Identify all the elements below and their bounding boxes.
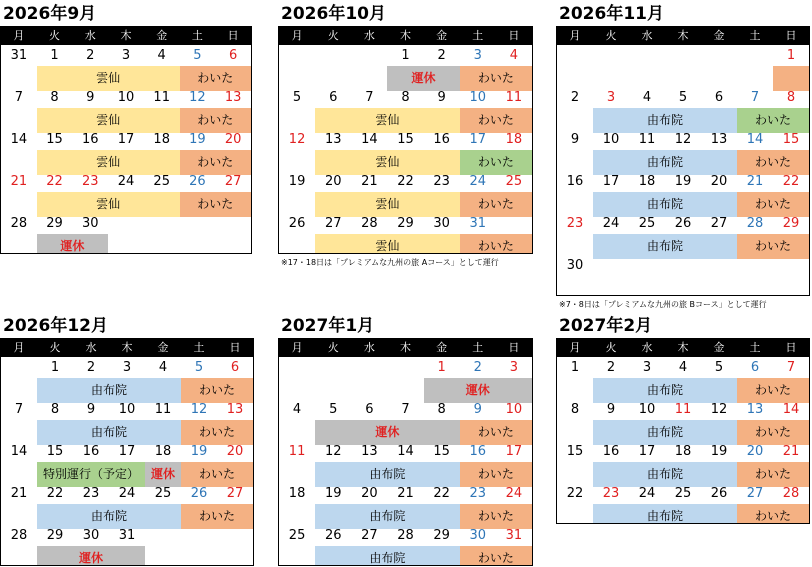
suspended-bar: 運休 [315, 420, 460, 445]
day-number: 3 [122, 360, 132, 375]
weekday-header [279, 339, 532, 357]
day-number: 1 [786, 48, 796, 63]
day-number: 6 [714, 90, 724, 105]
day-number: 29 [397, 216, 414, 231]
day-number: 29 [433, 528, 450, 543]
day-number: 24 [602, 216, 620, 231]
route-bar: 特別運行（予定） [37, 462, 145, 487]
day-number: 11 [638, 132, 656, 147]
day-number: 30 [469, 528, 487, 543]
waita-route-bar: わいた [180, 192, 251, 217]
day-number: 6 [230, 360, 240, 375]
weekday-header [557, 339, 809, 357]
day-number: 16 [602, 444, 620, 459]
day-number: 8 [786, 90, 796, 105]
day-number: 6 [750, 360, 760, 375]
route-bar: 雲仙 [315, 150, 460, 175]
day-number: 13 [224, 90, 242, 105]
day-number: 27 [361, 528, 378, 543]
weekday-label: 水 [363, 29, 375, 42]
calendar-grid [0, 26, 252, 254]
day-number: 20 [224, 132, 242, 147]
waita-route-bar: わいた [180, 66, 251, 91]
day-number: 2 [86, 48, 95, 63]
waita-route-bar: わいた [181, 462, 253, 487]
day-number: 20 [226, 444, 244, 459]
day-number: 15 [566, 444, 584, 459]
weekday-label: 金 [436, 29, 448, 42]
weekday-label: 火 [327, 29, 339, 42]
day-number: 31 [505, 528, 523, 543]
day-number: 6 [329, 90, 338, 105]
day-number: 21 [746, 174, 764, 189]
day-number: 7 [365, 90, 374, 105]
day-number: 2 [473, 360, 482, 375]
day-number: 1 [50, 48, 59, 63]
weekday-label: 月 [13, 29, 25, 42]
day-number: 26 [674, 216, 692, 231]
weekday-header [1, 27, 251, 45]
day-number: 21 [397, 486, 414, 501]
day-number: 11 [153, 90, 170, 105]
weekday-label: 火 [327, 341, 339, 354]
route-bar: 雲仙 [315, 192, 460, 217]
weekday-label: 金 [156, 29, 168, 42]
day-number: 5 [714, 360, 724, 375]
day-number: 26 [288, 216, 306, 231]
day-number: 18 [288, 486, 306, 501]
waita-route-bar: わいた [460, 192, 532, 217]
day-number: 31 [10, 48, 28, 63]
day-number: 26 [190, 486, 208, 501]
day-number: 17 [638, 444, 656, 459]
day-number: 13 [324, 132, 342, 147]
day-number: 22 [433, 486, 450, 501]
day-number: 5 [193, 48, 202, 63]
route-bar: 由布院 [315, 504, 460, 529]
day-number: 12 [710, 402, 728, 417]
day-number: 12 [288, 132, 306, 147]
day-number: 25 [674, 486, 692, 501]
calendar-title: 2026年11月 [559, 4, 664, 24]
waita-route-bar: わいた [737, 504, 809, 524]
day-number: 28 [746, 216, 764, 231]
day-number: 2 [437, 48, 446, 63]
day-number: 11 [288, 444, 306, 459]
day-number: 4 [678, 360, 688, 375]
day-number: 25 [288, 528, 306, 543]
route-bar: 由布院 [315, 546, 460, 566]
weekday-label: 金 [436, 341, 448, 354]
day-number: 8 [401, 90, 410, 105]
day-number: 17 [117, 132, 135, 147]
waita-route-bar: わいた [180, 108, 251, 133]
day-number: 7 [14, 90, 23, 105]
day-number: 21 [10, 174, 28, 189]
day-number: 9 [606, 402, 616, 417]
day-number: 10 [505, 402, 523, 417]
day-number: 17 [505, 444, 523, 459]
weekday-label: 水 [641, 29, 653, 42]
day-number: 27 [710, 216, 728, 231]
day-number: 16 [566, 174, 584, 189]
day-number: 24 [118, 486, 136, 501]
day-number: 24 [117, 174, 135, 189]
weekday-label: 水 [641, 341, 653, 354]
waita-route-bar: わいた [460, 462, 532, 487]
day-number: 23 [82, 174, 99, 189]
route-bar: 由布院 [593, 108, 737, 133]
day-number: 5 [678, 90, 688, 105]
day-number: 18 [154, 444, 172, 459]
day-number: 22 [782, 174, 800, 189]
day-number: 14 [10, 132, 28, 147]
weekday-label: 土 [191, 29, 203, 42]
day-number: 14 [10, 444, 28, 459]
day-number: 29 [46, 528, 64, 543]
waita-route-bar: わいた [460, 420, 532, 445]
day-number: 3 [642, 360, 652, 375]
day-number: 9 [570, 132, 580, 147]
weekday-label: 火 [605, 341, 617, 354]
weekday-label: 木 [677, 29, 689, 42]
route-bar: 雲仙 [37, 108, 180, 133]
day-number: 15 [46, 444, 64, 459]
day-number: 13 [361, 444, 378, 459]
weekday-label: 月 [291, 341, 303, 354]
weekday-label: 木 [677, 341, 689, 354]
day-number: 9 [473, 402, 482, 417]
day-number: 19 [674, 174, 692, 189]
weekday-label: 月 [13, 341, 25, 354]
waita-route-bar: わいた [737, 108, 809, 133]
route-bar: 由布院 [593, 192, 737, 217]
calendar-title: 2026年12月 [3, 316, 108, 336]
route-bar: 由布院 [593, 378, 737, 403]
day-number: 26 [324, 528, 342, 543]
weekday-label: 土 [472, 341, 484, 354]
day-number: 6 [365, 402, 374, 417]
day-number: 19 [189, 132, 206, 147]
weekday-label: 日 [227, 29, 239, 42]
day-number: 28 [10, 216, 28, 231]
day-number: 7 [750, 90, 760, 105]
day-number: 19 [190, 444, 208, 459]
suspended-bar: 運休 [387, 66, 459, 91]
day-number: 10 [602, 132, 620, 147]
day-number: 15 [46, 132, 63, 147]
day-number: 12 [324, 444, 342, 459]
day-number: 2 [606, 360, 616, 375]
weekday-label: 月 [291, 29, 303, 42]
day-number: 4 [157, 48, 166, 63]
waita-route-bar: わいた [460, 108, 532, 133]
day-number: 18 [153, 132, 170, 147]
day-number: 25 [153, 174, 170, 189]
day-number: 10 [469, 90, 487, 105]
day-number: 16 [469, 444, 487, 459]
day-number: 5 [292, 90, 302, 105]
day-number: 14 [397, 444, 414, 459]
day-number: 24 [505, 486, 523, 501]
weekday-label: 金 [157, 341, 169, 354]
weekday-label: 火 [49, 29, 61, 42]
day-number: 12 [190, 402, 208, 417]
calendar-title: 2026年10月 [281, 4, 386, 24]
day-number: 22 [566, 486, 584, 501]
day-number: 26 [710, 486, 728, 501]
weekday-label: 火 [49, 341, 61, 354]
calendar-grid [278, 26, 533, 254]
day-number: 2 [570, 90, 580, 105]
day-number: 16 [82, 444, 100, 459]
route-bar: 由布院 [37, 378, 181, 403]
waita-route-bar: わいた [737, 462, 809, 487]
day-number: 23 [469, 486, 487, 501]
day-number: 8 [570, 402, 580, 417]
day-number: 21 [10, 486, 28, 501]
day-number: 4 [158, 360, 168, 375]
day-number: 11 [154, 402, 172, 417]
day-number: 13 [710, 132, 728, 147]
day-number: 20 [746, 444, 764, 459]
waita-route-bar: わいた [460, 504, 532, 529]
day-number: 11 [674, 402, 692, 417]
day-number: 10 [638, 402, 656, 417]
route-bar: 由布院 [37, 420, 181, 445]
waita-route-bar: わいた [180, 150, 251, 175]
day-number: 11 [505, 90, 523, 105]
day-number: 5 [329, 402, 338, 417]
day-number: 3 [121, 48, 131, 63]
weekday-label: 水 [84, 29, 96, 42]
day-number: 12 [674, 132, 692, 147]
day-number: 15 [782, 132, 800, 147]
day-number: 27 [746, 486, 764, 501]
day-number: 25 [154, 486, 172, 501]
day-number: 28 [10, 528, 28, 543]
day-number: 17 [118, 444, 136, 459]
day-number: 23 [602, 486, 620, 501]
weekday-label: 日 [508, 341, 520, 354]
day-number: 16 [82, 132, 99, 147]
day-number: 17 [602, 174, 620, 189]
weekday-header [279, 27, 532, 45]
day-number: 20 [361, 486, 378, 501]
waita-route-bar: わいた [181, 420, 253, 445]
suspended-bar: 運休 [37, 234, 108, 254]
day-number: 31 [118, 528, 136, 543]
day-number: 23 [566, 216, 584, 231]
day-number: 13 [746, 402, 764, 417]
weekday-header [557, 27, 809, 45]
route-bar: 由布院 [593, 234, 737, 259]
day-number: 20 [710, 174, 728, 189]
day-number: 22 [46, 486, 64, 501]
calendar-grid [556, 26, 810, 296]
day-number: 30 [433, 216, 450, 231]
day-number: 15 [397, 132, 414, 147]
day-number: 23 [82, 486, 100, 501]
suspended-bar: 運休 [37, 546, 145, 566]
weekday-label: 火 [605, 29, 617, 42]
weekday-label: 水 [85, 341, 97, 354]
day-number: 12 [189, 90, 206, 105]
day-number: 22 [397, 174, 414, 189]
route-bar: 雲仙 [37, 192, 180, 217]
weekday-label: 日 [508, 29, 520, 42]
day-number: 5 [194, 360, 204, 375]
weekday-header [1, 339, 253, 357]
day-number: 25 [505, 174, 523, 189]
day-number: 14 [782, 402, 800, 417]
day-number: 1 [437, 360, 446, 375]
day-number: 30 [82, 216, 99, 231]
weekday-label: 土 [749, 29, 761, 42]
weekday-label: 金 [713, 29, 725, 42]
day-number: 23 [433, 174, 450, 189]
calendar-title: 2027年2月 [559, 316, 653, 336]
day-number: 26 [189, 174, 206, 189]
day-number: 29 [782, 216, 800, 231]
calendar-grid [556, 338, 810, 524]
route-bar: 由布院 [315, 462, 460, 487]
waita-route-bar: わいた [737, 420, 809, 445]
waita-route-bar: わいた [737, 234, 809, 259]
calendar-grid [278, 338, 533, 566]
waita-route-bar: わいた [737, 378, 809, 403]
weekday-label: 土 [193, 341, 205, 354]
waita-route-bar: わいた [460, 546, 532, 566]
route-bar: 由布院 [593, 420, 737, 445]
day-number: 7 [14, 402, 24, 417]
day-number: 30 [566, 258, 584, 273]
day-number: 18 [505, 132, 523, 147]
weekday-label: 水 [363, 341, 375, 354]
day-number: 19 [324, 486, 342, 501]
day-number: 27 [226, 486, 244, 501]
day-number: 8 [437, 402, 446, 417]
day-number: 14 [746, 132, 764, 147]
day-number: 22 [46, 174, 63, 189]
weekday-label: 木 [120, 29, 132, 42]
day-number: 20 [324, 174, 342, 189]
day-number: 1 [50, 360, 60, 375]
waita-route-bar: わいた [460, 66, 532, 91]
day-number: 28 [782, 486, 800, 501]
waita-route-bar: わいた [460, 150, 532, 175]
waita-route-bar: わいた [181, 378, 253, 403]
waita-route-bar: わいた [737, 192, 809, 217]
day-number: 15 [433, 444, 450, 459]
day-number: 1 [570, 360, 580, 375]
day-number: 8 [50, 402, 60, 417]
day-number: 3 [606, 90, 616, 105]
day-number: 13 [226, 402, 244, 417]
day-number: 17 [469, 132, 487, 147]
route-bar: 由布院 [593, 462, 737, 487]
day-number: 24 [638, 486, 656, 501]
day-number: 3 [509, 360, 519, 375]
day-number: 6 [228, 48, 238, 63]
day-number: 16 [433, 132, 450, 147]
day-number: 9 [437, 90, 446, 105]
day-number: 4 [642, 90, 652, 105]
day-number: 4 [292, 402, 302, 417]
route-bar: 由布院 [593, 150, 737, 175]
day-number: 4 [509, 48, 519, 63]
calendar-grid [0, 338, 254, 566]
day-number: 18 [638, 174, 656, 189]
waita-route-bar: わいた [181, 504, 253, 529]
route-bar: 由布院 [37, 504, 181, 529]
day-number: 9 [86, 90, 95, 105]
weekday-label: 土 [749, 341, 761, 354]
day-number: 3 [473, 48, 482, 63]
route-bar: 雲仙 [315, 234, 460, 254]
waita-route-bar: わいた [737, 150, 809, 175]
day-number: 7 [401, 402, 410, 417]
calendar-note: ※17・18日は「プレミアムな九州の旅 Aコース」として運行 [281, 258, 499, 267]
day-number: 1 [401, 48, 410, 63]
day-number: 19 [288, 174, 306, 189]
day-number: 2 [86, 360, 96, 375]
day-number: 18 [674, 444, 692, 459]
calendar-title: 2027年1月 [281, 316, 375, 336]
day-number: 9 [86, 402, 96, 417]
day-number: 27 [224, 174, 242, 189]
waita-route-bar: わいた [460, 234, 532, 254]
calendar-title: 2026年9月 [3, 4, 97, 24]
day-number: 28 [361, 216, 378, 231]
calendar-note: ※7・8日は「プレミアムな九州の旅 Bコース」として運行 [559, 300, 767, 309]
day-number: 14 [361, 132, 378, 147]
day-number: 10 [118, 402, 136, 417]
weekday-label: 月 [569, 29, 581, 42]
day-number: 27 [324, 216, 342, 231]
day-number: 19 [710, 444, 728, 459]
weekday-label: 月 [569, 341, 581, 354]
day-number: 10 [117, 90, 135, 105]
weekday-label: 金 [713, 341, 725, 354]
day-number: 28 [397, 528, 414, 543]
day-number: 7 [786, 360, 796, 375]
day-number: 8 [50, 90, 59, 105]
day-number: 25 [638, 216, 656, 231]
day-number: 30 [82, 528, 100, 543]
weekday-label: 日 [229, 341, 241, 354]
weekday-label: 土 [472, 29, 484, 42]
route-bar: 雲仙 [37, 66, 180, 91]
day-number: 24 [469, 174, 487, 189]
suspended-bar: 運休 [424, 378, 532, 403]
day-number: 21 [782, 444, 800, 459]
route-bar: 由布院 [593, 504, 737, 524]
weekday-label: 日 [785, 29, 797, 42]
day-number: 21 [361, 174, 378, 189]
weekday-label: 木 [399, 29, 411, 42]
route-bar: 雲仙 [37, 150, 180, 175]
suspended-bar: 運休 [145, 462, 181, 487]
day-number: 29 [46, 216, 63, 231]
weekday-label: 日 [785, 341, 797, 354]
day-number: 31 [469, 216, 487, 231]
weekday-label: 木 [399, 341, 411, 354]
weekday-label: 木 [121, 341, 133, 354]
route-bar: 雲仙 [315, 108, 460, 133]
